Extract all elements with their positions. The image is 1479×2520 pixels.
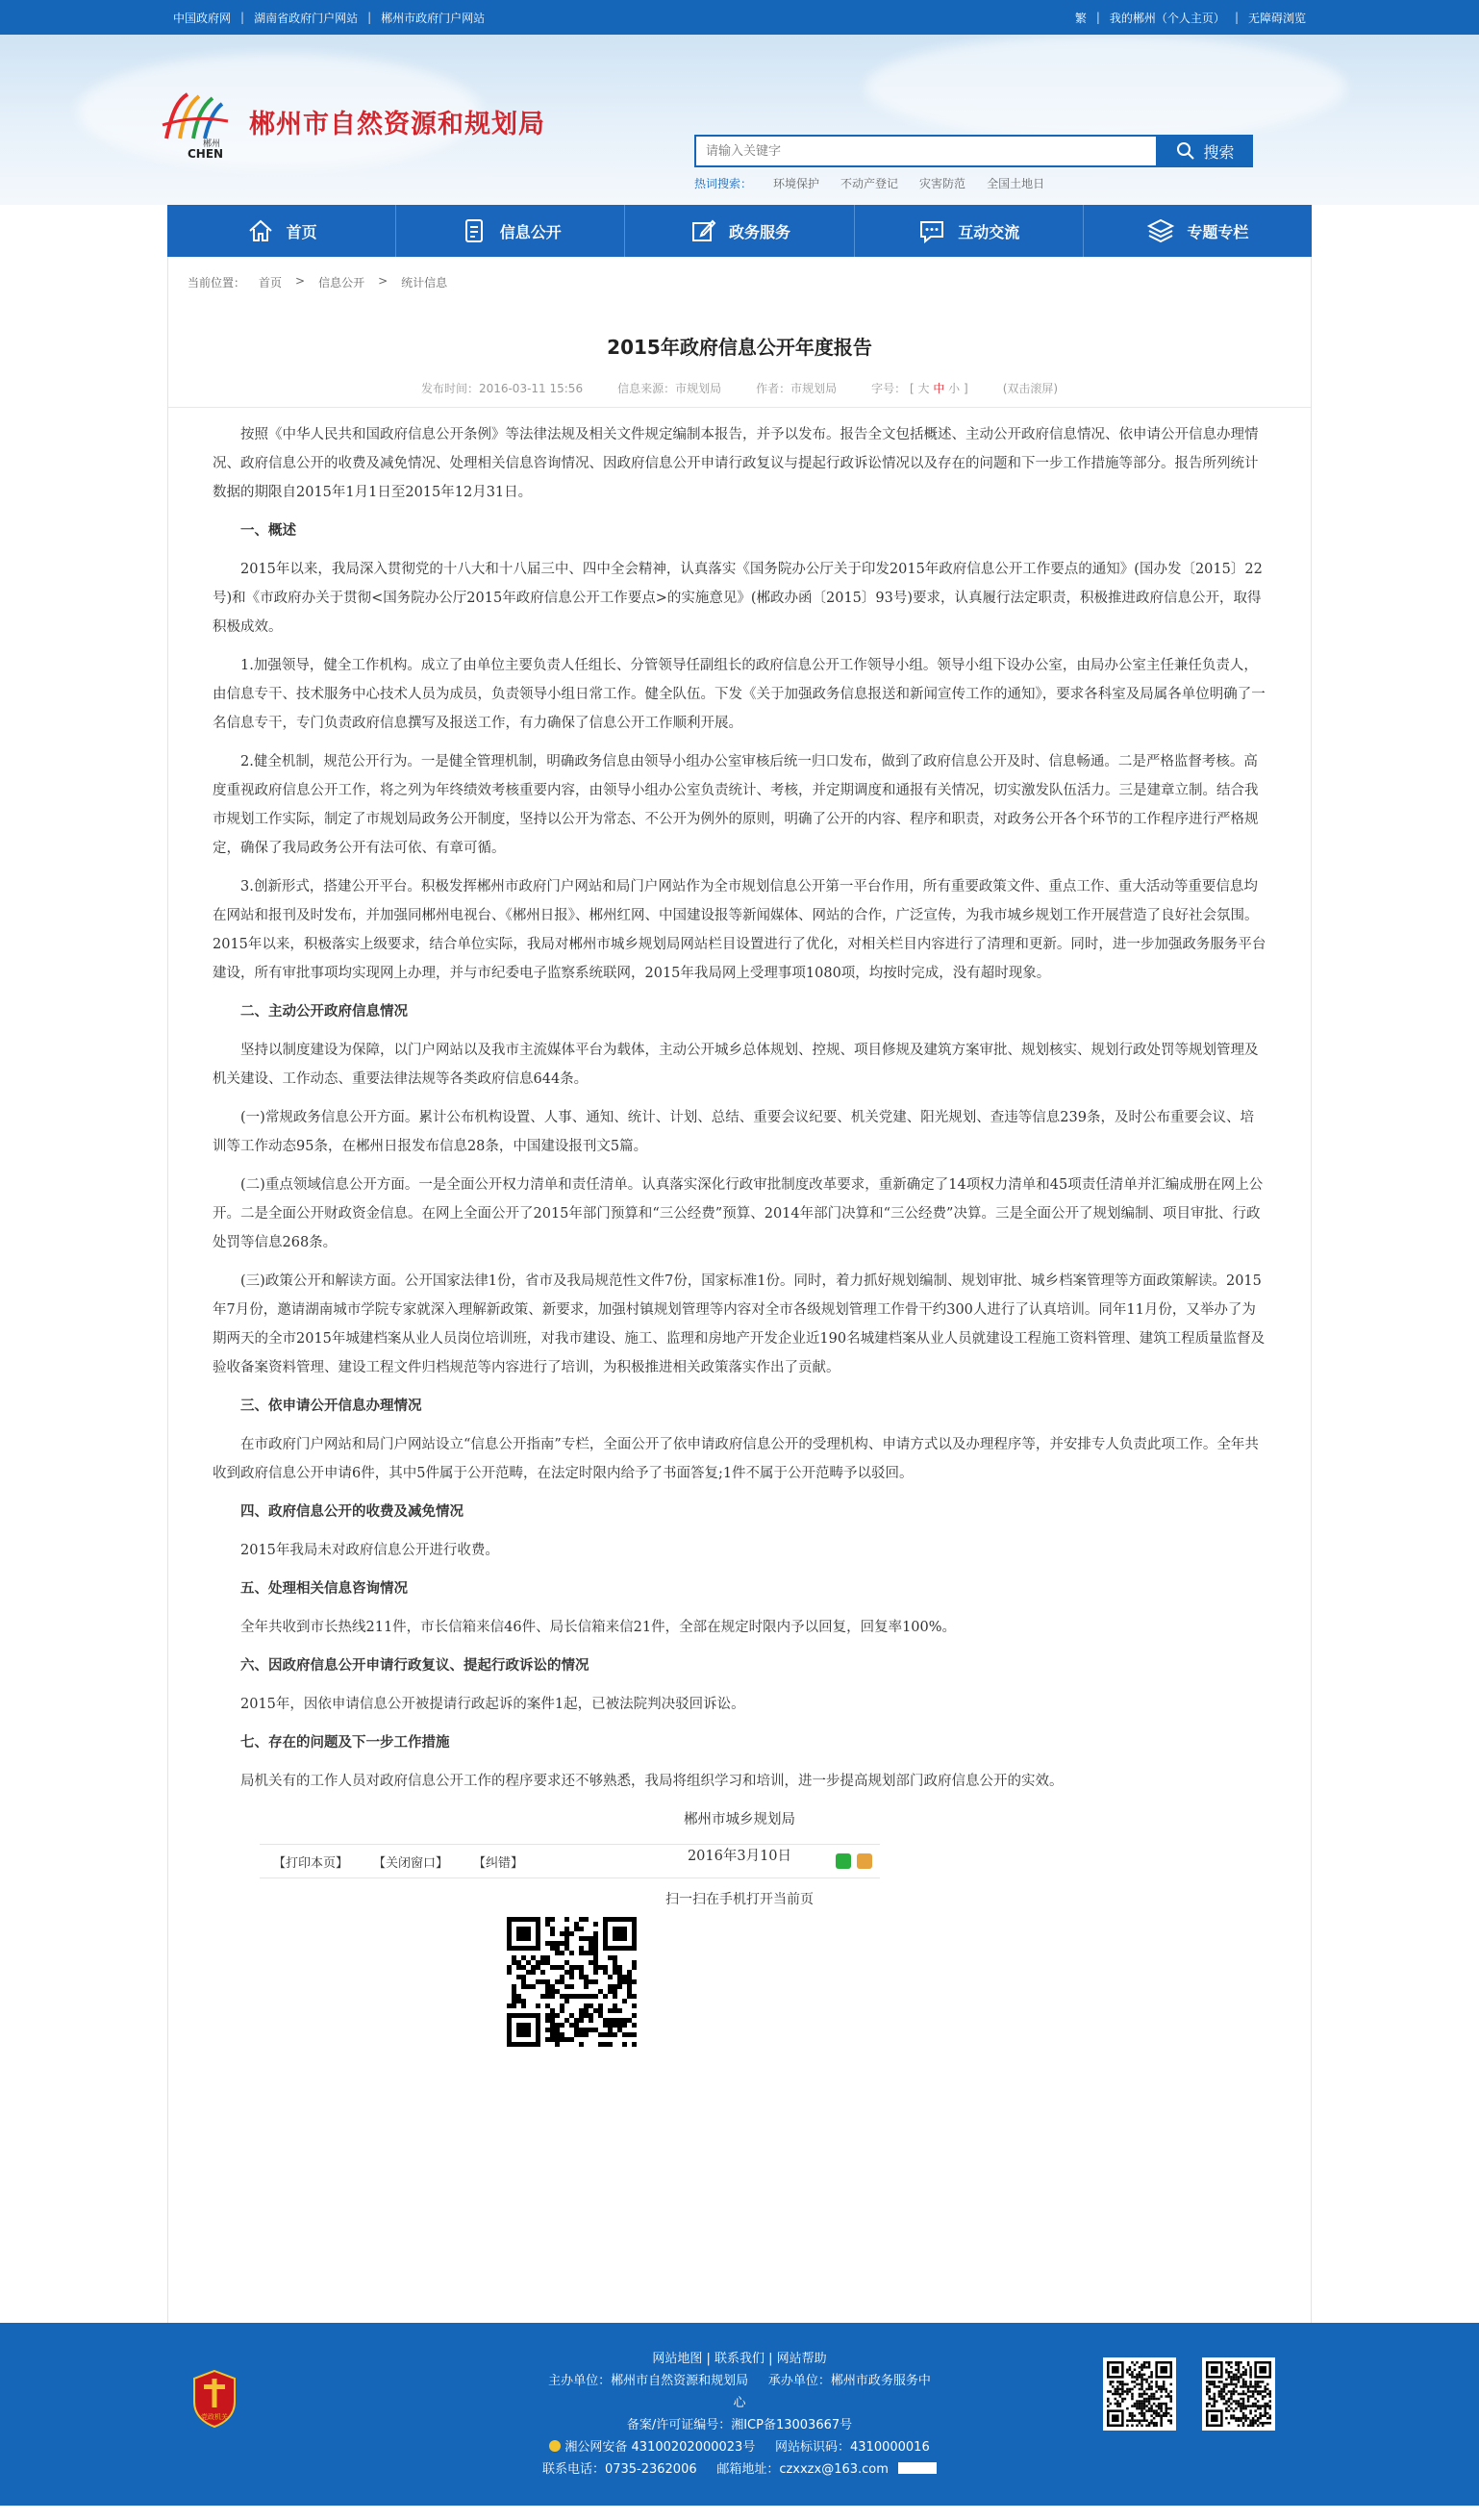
font-small-button[interactable]: 小	[948, 382, 961, 395]
bracket-open: [	[909, 382, 915, 395]
email: 邮箱地址：czxxzx@163.com	[716, 2462, 889, 2477]
home-icon	[246, 216, 275, 245]
search-icon	[1176, 141, 1195, 161]
author: 作者：市规划局	[756, 382, 838, 395]
logo-mark-icon	[159, 83, 241, 160]
error-report-button[interactable]: 【纠错】	[473, 1855, 524, 1871]
accessibility-link[interactable]: 无障碍浏览	[1247, 11, 1306, 25]
icp-number: 备案/许可证编号：湘ICP备13003667号	[626, 2418, 853, 2432]
nav-info-public[interactable]	[396, 205, 625, 257]
separator: |	[1095, 11, 1100, 24]
cnzz-icon[interactable]	[898, 2462, 937, 2474]
section-heading: 一、概述	[240, 522, 296, 539]
search-bar	[694, 135, 1253, 167]
font-size-label: 字号：	[871, 382, 907, 395]
site-footer	[0, 2323, 1479, 2506]
font-size-control	[871, 380, 968, 396]
layers-icon	[1146, 216, 1175, 245]
nav-home[interactable]	[167, 205, 396, 257]
breadcrumb-sep: >	[295, 274, 306, 288]
link-chenzhou-gov[interactable]: 郴州市政府门户网站	[381, 11, 486, 25]
top-links	[173, 10, 485, 26]
top-right-links	[1075, 10, 1306, 26]
fullscreen-hint[interactable]: (双击滚屏)	[1002, 382, 1059, 395]
weibo-share-icon[interactable]	[857, 1853, 872, 1869]
breadcrumb-statistics[interactable]: 统计信息	[401, 276, 448, 290]
gov-badge-text: 党政机关	[201, 2413, 228, 2421]
divider	[168, 407, 1311, 408]
link-central-gov[interactable]: 中国政府网	[173, 11, 232, 25]
breadcrumb	[188, 274, 447, 290]
phone: 联系电话：0735-2362006	[541, 2462, 697, 2477]
cloud-decoration	[865, 35, 1346, 140]
wechat-share-icon[interactable]	[836, 1853, 851, 1869]
paragraph: 2015年，因依申请信息公开被提请行政起诉的案件1起，已被法院判决驳回诉讼。	[240, 1697, 745, 1712]
info-source: 信息来源：市规划局	[617, 382, 722, 395]
font-large-button[interactable]: 大	[917, 382, 930, 395]
sitemap-link[interactable]: 网站地图	[652, 2352, 703, 2366]
footer-police-line	[0, 2436, 1479, 2458]
font-mid-button[interactable]: 中	[933, 382, 945, 395]
link-hunan-gov[interactable]: 湖南省政府门户网站	[254, 11, 359, 25]
contact-link[interactable]: 联系我们	[714, 2352, 765, 2366]
help-link[interactable]: 网站帮助	[776, 2352, 827, 2366]
breadcrumb-sep: >	[378, 274, 389, 288]
section-heading: 二、主动公开政府信息情况	[240, 1003, 408, 1020]
paragraph: 按照《中华人民共和国政府信息公开条例》等法律法规及相关文件规定编制本报告，并予以发布。报告全文包括概述、主动公开政府信息情况、依申请公开信息办理情况、政府信息公开的收费及减免情况、处理相关信息咨询情况、因政府信息公开申请行政复议与提起行政诉讼情况以及存在的问题和下一步工作措施等部分。报告所列统计数据的期限自2015年1月1日至2015年12月31日。	[213, 427, 1259, 500]
logo-sub-text: 郴州	[203, 139, 221, 149]
paragraph: 在市政府门户网站和局门户网站设立“信息公开指南”专栏，全面公开了依申请政府信息公开的受理机构、申请方式以及办理程序等，并安排专人负责此项工作。全年共收到政府信息公开申请6件，其中5件属于公开范畴，在法定时限内给予了书面答复;1件不属于公开范畴予以驳回。	[213, 1437, 1259, 1481]
bracket-close: ]	[964, 382, 968, 395]
paragraph: 2015年我局未对政府信息公开进行收费。	[240, 1543, 499, 1558]
footer-links: 网站地图 | 联系我们 | 网站帮助	[652, 2352, 827, 2366]
section-heading: 三、依申请公开信息办理情况	[240, 1398, 422, 1414]
nav-home-label: 首页	[286, 222, 317, 241]
hot-words	[694, 175, 1044, 191]
article-title: 2015年政府信息公开年度报告	[607, 336, 872, 359]
print-button[interactable]: 【打印本页】	[273, 1855, 349, 1871]
paragraph: 2.健全机制，规范公开行为。一是健全管理机制，明确政务信息由领导小组办公室审核后统一归口发布，做到了政府信息公开及时、信息畅通。二是严格监督考核。高度重视政府信息公开工作，将之列为年终绩效考核重要内容，由领导小组办公室负责统计、考核，并定期调度和通报有关情况，切实激发队伍活力。三是建章立制。结合我市规划工作实际，制定了市规划局政务公开制度，坚持以公开为常态、不公开为例外的原则，明确了公开的内容、程序和职责，对政务公开各个环节的工作程序进行严格规定，确保了我局政务公开有法可依、有章可循。	[213, 754, 1259, 856]
logo-en-text: CHEN	[188, 147, 224, 160]
nav-info-public-label: 信息公开	[499, 222, 562, 241]
main-content	[167, 257, 1312, 2323]
section-heading: 六、因政府信息公开申请行政复议、提起行政诉讼的情况	[240, 1657, 589, 1674]
paragraph: 1.加强领导，健全工作机构。成立了由单位主要负责人任组长、分管领导任副组长的政府信息公开工作领导小组。领导小组下设办公室，由局办公室主任兼任负责人，由信息专干、技术服务中心技术人员为成员，负责领导小组日常工作。健全队伍。下发《关于加强政务信息报送和新闻宣传工作的通知》，要求各科室及局属各单位明确了一名信息专干，专门负责政府信息撰写及报送工作，有力确保了信息公开工作顺利开展。	[213, 658, 1266, 731]
document-icon	[460, 216, 489, 245]
paragraph: 3.创新形式，搭建公开平台。积极发挥郴州市政府门户网站和局门户网站作为全市规划信息公开第一平台作用，所有重要政策文件、重点工作、重大活动等重要信息均在网站和报刊及时发布，并加强同郴州电视台、《郴州日报》、郴州红网、中国建设报等新闻媒体、网站的合作，广泛宣传，为我市城乡规划工作开展营造了良好社会氛围。2015年以来，积极落实上级要求，结合单位实际，我局对郴州市城乡规划局网站栏目设置进行了优化，对相关栏目内容进行了清理和更新。同时，进一步加强政务服务平台建设，所有审批事项均实现网上办理，并与市纪委电子监察系统联网，2015年我局网上受理事项1080项，均按时完成，没有超时现象。	[213, 879, 1266, 981]
hot-word-link[interactable]: 环境保护	[773, 177, 820, 190]
site-header	[0, 35, 1479, 205]
paragraph: 全年共收到市长热线211件，市长信箱来信46件、局长信箱来信21件，全部在规定时限内予以回复，回复率100%。	[240, 1620, 957, 1635]
paragraph: (三)政策公开和解读方面。公开国家法律1份，省市及我局规范性文件7份，国家标准1份。同时，着力抓好规划编制、规划审批、城乡档案管理等方面政策解读。2015年7月份，邀请湖南城市学院专家就深入理解新政策、新要求，加强村镇规划管理等内容对全市各级规划管理工作骨干约300人进行了认真培训。同年11月份，又举办了为期两天的全市2015年城建档案从业人员岗位培训班，对我市建设、施工、监理和房地产开发企业近190名城建档案从业人员就建设工程施工资料管理、建筑工程质量监督及验收备案资料管理、建设工程文件归档规范等内容进行了培训，为积极推进相关政策落实作出了贡献。	[213, 1273, 1266, 1375]
site-id: 网站标识码：4310000016	[775, 2440, 930, 2455]
signature-line: 2016年3月10日	[687, 1849, 792, 1864]
hot-word-link[interactable]: 灾害防范	[919, 177, 966, 190]
nav-gov-service-label: 政务服务	[729, 222, 791, 241]
scan-hint: 扫一扫在手机打开当前页	[665, 1892, 814, 1907]
nav-gov-service[interactable]	[625, 205, 854, 257]
paragraph: (二)重点领域信息公开方面。一是全面公开权力清单和责任清单。认真落实深化行政审批制度改革要求，重新确定了14项权力清单和45项责任清单并汇编成册在网上公开。二是全面公开财政资金信息。在网上全面公开了2015年部门预算和“三公经费”预算、2014年部门决算和“三公经费”决算。三是全面公开了规划编制、项目审批、行政处罚等信息268条。	[213, 1177, 1264, 1250]
undertake-unit: 承办单位：郴州市政务服务中	[767, 2374, 931, 2388]
site-logo[interactable]	[159, 83, 545, 160]
qr-code-icon	[507, 1917, 637, 2047]
police-icon	[549, 2440, 561, 2452]
signature-line: 郴州市城乡规划局	[684, 1812, 795, 1827]
qr-code-icon	[1103, 2357, 1176, 2431]
nav-interaction-label: 互动交流	[958, 222, 1020, 241]
top-bar	[0, 0, 1479, 35]
nav-special-topics-label: 专题专栏	[1187, 222, 1249, 241]
nav-interaction[interactable]	[855, 205, 1084, 257]
article-body	[213, 420, 1266, 1878]
publish-time: 发布时间：2016-03-11 15:56	[420, 382, 584, 395]
search-input[interactable]	[694, 135, 1158, 167]
search-button-label: 搜索	[1203, 142, 1235, 162]
search-button[interactable]	[1158, 135, 1253, 167]
paragraph: 坚持以制度建设为保障，以门户网站以及我市主流媒体平台为载体，主动公开城乡总体规划、控规、项目修规及建筑方案审批、规划核实、规划行政处罚等规划管理及机关建设、工作动态、重要法律法规等各类政府信息644条。	[213, 1043, 1259, 1087]
hot-word-link[interactable]: 全国土地日	[987, 177, 1045, 190]
breadcrumb-label: 当前位置：	[188, 276, 246, 290]
main-nav	[167, 205, 1312, 257]
paragraph: 局机关有的工作人员对政府信息公开工作的程序要求还不够熟悉，我局将组织学习和培训，进一步提高规划部门政府信息公开的实效。	[240, 1774, 1064, 1789]
logo-title: 郴州市自然资源和规划局	[249, 109, 545, 139]
separator: |	[367, 11, 372, 24]
traditional-chinese-link[interactable]: 繁	[1074, 11, 1087, 25]
edit-icon	[689, 216, 717, 245]
hot-word-link[interactable]: 不动产登记	[840, 177, 899, 190]
section-heading: 五、处理相关信息咨询情况	[240, 1580, 408, 1597]
breadcrumb-info-public[interactable]: 信息公开	[318, 276, 365, 290]
bottom-strip	[0, 2506, 1479, 2520]
paragraph: 2015年以来，我局深入贯彻党的十八大和十八届三中、四中全会精神，认真落实《国务院办公厅关于印发2015年政府信息公开工作要点的通知》(国办发〔2015〕22号)和《市政府办关于贯彻<国务院办公厅2015年政府信息公开工作要点>的实施意见》(郴政办函〔2015〕93号)要求，认真履行法定职责，积极推进政府信息公开，取得积极成效。	[213, 562, 1263, 635]
undertake-unit-cont: 心	[733, 2396, 746, 2410]
breadcrumb-home[interactable]: 首页	[259, 276, 283, 290]
share-buttons	[836, 1853, 880, 1869]
article-tools	[260, 1844, 880, 1878]
paragraph: (一)常规政务信息公开方面。累计公布机构设置、人事、通知、统计、计划、总结、重要会议纪要、机关党建、阳光规划、查违等信息239条，及时公布重要会议、培训等工作动态95条，在郴州日报发布信息28条，中国建设报刊文5篇。	[213, 1110, 1254, 1154]
police-number: 湘公网安备 43100202000023号	[564, 2440, 756, 2455]
host-unit: 主办单位：郴州市自然资源和规划局	[548, 2374, 749, 2388]
separator: |	[1234, 11, 1239, 24]
article-meta	[168, 380, 1311, 396]
qr-code-icon	[1202, 2357, 1275, 2431]
close-window-button[interactable]: 【关闭窗口】	[373, 1855, 449, 1871]
section-heading: 七、存在的问题及下一步工作措施	[240, 1734, 450, 1751]
hot-words-label: 热词搜索：	[694, 177, 753, 190]
footer-contact-line	[0, 2458, 1479, 2481]
chat-icon	[917, 216, 946, 245]
separator: |	[240, 11, 245, 24]
nav-special-topics[interactable]	[1084, 205, 1312, 257]
my-chenzhou-link[interactable]: 我的郴州（个人主页）	[1109, 11, 1225, 25]
section-heading: 四、政府信息公开的收费及减免情况	[240, 1503, 464, 1520]
